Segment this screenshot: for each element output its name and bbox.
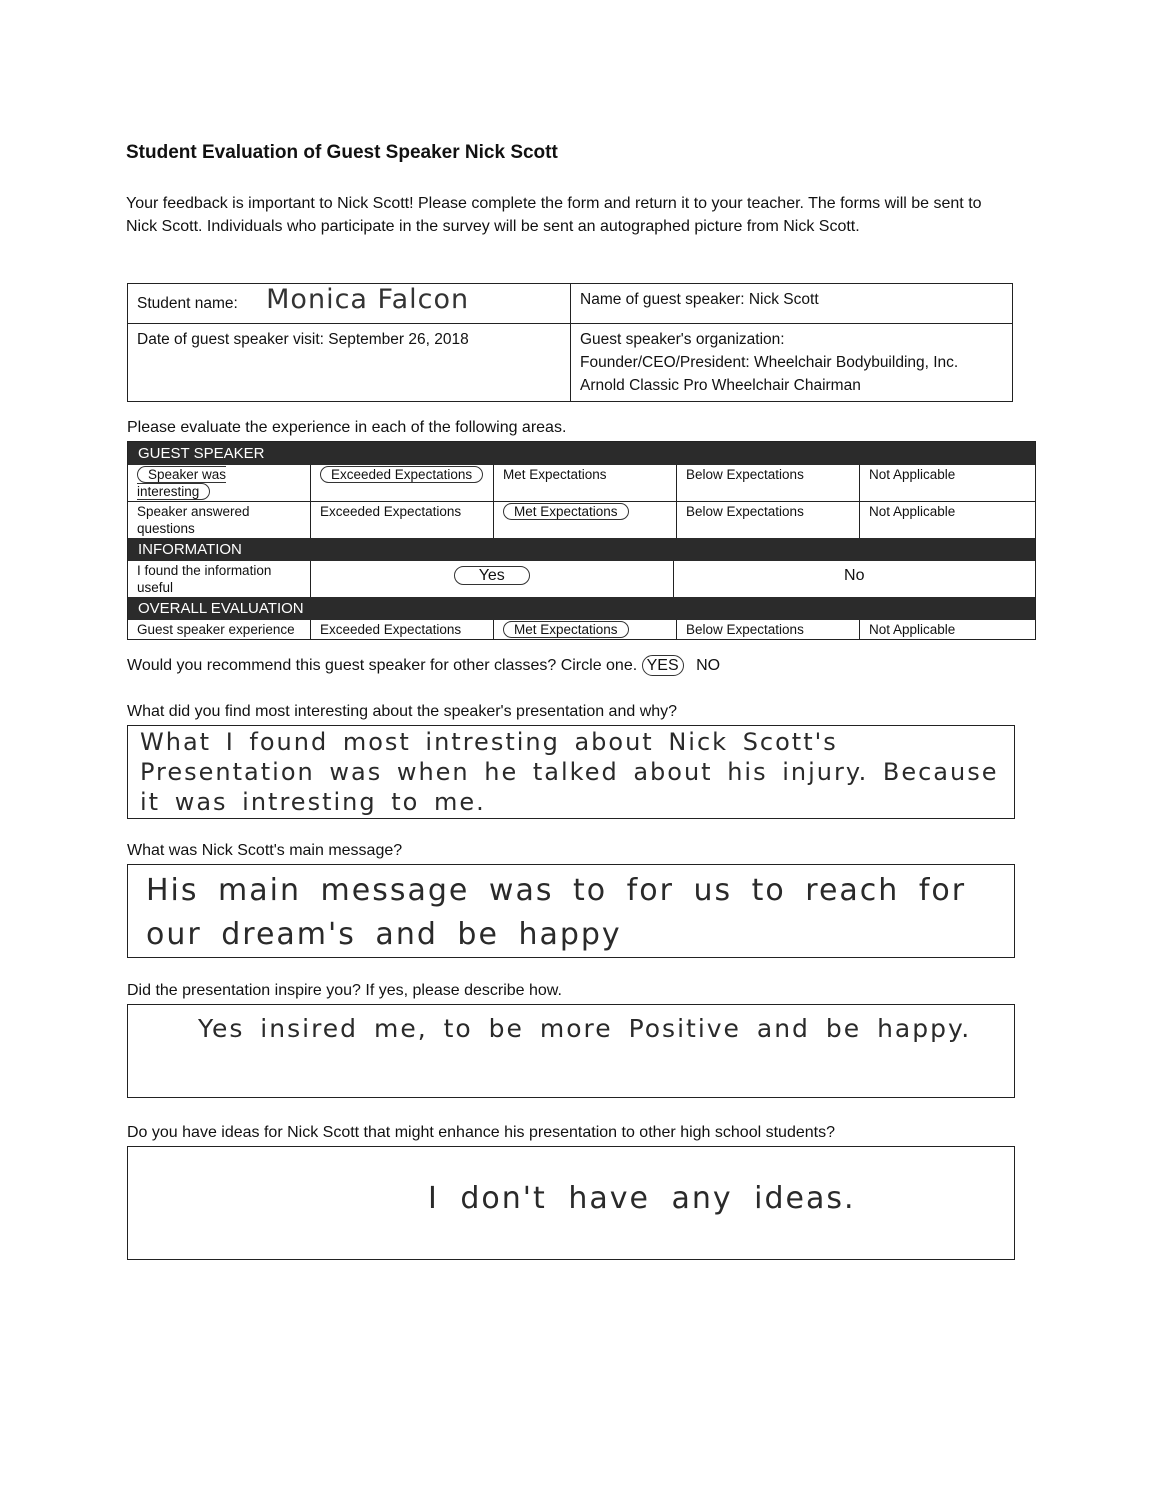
info-table	[127, 283, 1013, 402]
option-met-circled[interactable]: Met Expectations	[503, 503, 629, 520]
recommend-question-text: Would you recommend this guest speaker for other classes? Circle one.	[127, 657, 638, 674]
answer-2-box[interactable]	[127, 864, 1015, 958]
section-overall: OVERALL EVALUATION	[128, 597, 1035, 620]
answer-3-text: Yes insired me, to be more Positive and be happy.	[198, 1014, 972, 1043]
section-guest-speaker: GUEST SPEAKER	[128, 442, 1035, 465]
recommend-yes-circled[interactable]: YES	[642, 655, 684, 676]
option-below[interactable]: Below Expectations	[676, 502, 859, 538]
student-name-value: Monica Falcon	[266, 284, 470, 315]
row-speaker-interesting	[128, 465, 1035, 501]
organization-cell	[571, 324, 1013, 402]
organization-line-1: Founder/CEO/President: Wheelchair Bodybuilding, Inc.	[580, 354, 959, 371]
option-exceeded-circled[interactable]: Exceeded Expectations	[320, 466, 483, 483]
answer-2-text: His main message was to for us to reach for our dream's and be happy	[146, 873, 967, 952]
organization-line-2: Arnold Classic Pro Wheelchair Chairman	[580, 377, 861, 394]
option-below[interactable]: Below Expectations	[676, 620, 859, 639]
answer-4-text: I don't have any ideas.	[428, 1181, 856, 1216]
student-name-cell[interactable]	[128, 284, 571, 324]
row-label: I found the information useful	[137, 563, 272, 595]
visit-date-label: Date of guest speaker visit: September 26, 2018	[137, 331, 469, 348]
option-exceeded[interactable]: Exceeded Expectations	[310, 620, 493, 639]
section-information: INFORMATION	[128, 538, 1035, 561]
recommend-question	[127, 657, 720, 675]
answer-3-box[interactable]	[127, 1004, 1015, 1098]
student-name-label: Student name:	[137, 295, 238, 312]
question-2: What was Nick Scott's main message?	[127, 842, 403, 859]
option-below[interactable]: Below Expectations	[676, 465, 859, 501]
row-label: Speaker was interesting	[137, 467, 227, 499]
answer-1-text: What I found most intresting about Nick Scott's Presentation was when he talked about his injury. Because it was intresting to me.	[140, 728, 999, 816]
option-exceeded[interactable]: Exceeded Expectations	[310, 502, 493, 538]
option-not-applicable[interactable]: Not Applicable	[859, 620, 1035, 639]
question-1: What did you find most interesting about the speaker's presentation and why?	[127, 703, 678, 720]
row-information-useful	[128, 561, 1035, 597]
speaker-name-cell	[571, 284, 1013, 324]
answer-4-box[interactable]	[127, 1146, 1015, 1260]
option-met[interactable]: Met Expectations	[493, 465, 676, 501]
evaluate-instruction: Please evaluate the experience in each of the following areas.	[127, 419, 567, 436]
evaluation-grid	[127, 441, 1036, 640]
option-yes-circled[interactable]: Yes	[454, 566, 530, 585]
question-4: Do you have ideas for Nick Scott that might enhance his presentation to other high school students?	[127, 1124, 835, 1141]
row-label: Speaker answered questions	[137, 504, 250, 536]
form-title: Student Evaluation of Guest Speaker Nick Scott	[126, 142, 558, 163]
organization-label: Guest speaker's organization:	[580, 331, 785, 348]
question-3: Did the presentation inspire you? If yes, please describe how.	[127, 982, 562, 999]
row-overall-experience	[128, 620, 1035, 639]
speaker-name-label: Name of guest speaker: Nick Scott	[580, 291, 819, 308]
option-not-applicable[interactable]: Not Applicable	[859, 465, 1035, 501]
intro-text: Your feedback is important to Nick Scott! Please complete the form and return it to your teacher. The forms will be sent to Nick Scott. Individuals who participate in the survey will be sent an autographed picture from Nick Scott.	[126, 195, 982, 235]
visit-date-cell	[128, 324, 571, 402]
option-no[interactable]: No	[673, 561, 1036, 597]
recommend-no[interactable]: NO	[696, 657, 721, 674]
row-speaker-answered	[128, 501, 1035, 538]
option-met-circled[interactable]: Met Expectations	[503, 621, 629, 638]
answer-1-box[interactable]	[127, 725, 1015, 819]
row-label: Guest speaker experience	[137, 622, 295, 637]
option-not-applicable[interactable]: Not Applicable	[859, 502, 1035, 538]
